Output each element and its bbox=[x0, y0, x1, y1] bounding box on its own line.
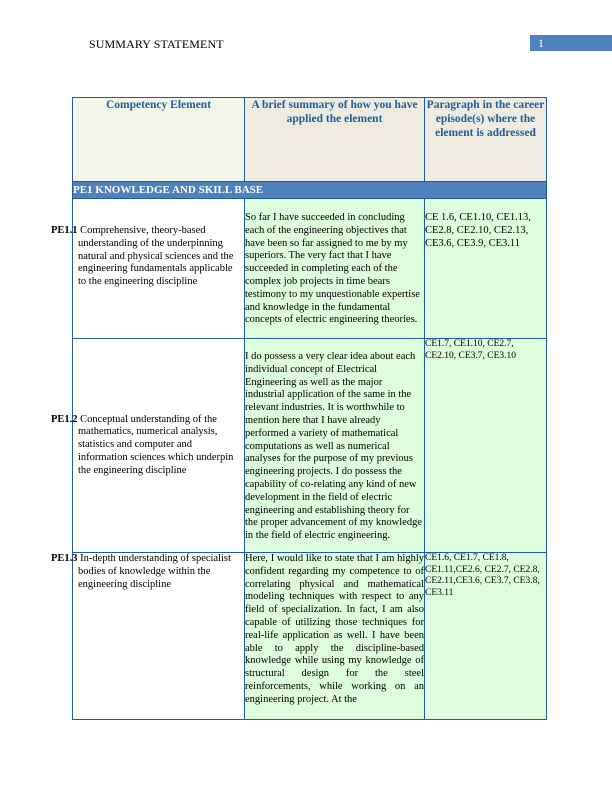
competency-cell bbox=[51, 553, 245, 720]
summary-text: Here, I would like to state that I am highly confident regarding my competence to of correlating physical and mathematical modeling techniques with respect to any field of specialization. In fact, I am also capable of utilizing those techniques for real-life application as well. I have been able to apply the discipline-based knowledge while using my knowledge of structural design for the steel reinforcements, while working on an engineering project. At the bbox=[245, 553, 424, 705]
competency-code: PE1.2 bbox=[51, 413, 81, 425]
paragraph-cell bbox=[425, 339, 547, 553]
competency-cell bbox=[51, 339, 245, 553]
paragraph-refs: CE 1.6, CE1.10, CE1.13, CE2.8, CE2.10, CE2.13, CE3.6, CE3.9, CE3.11 bbox=[425, 212, 531, 249]
section-row bbox=[73, 182, 547, 199]
competency-cell bbox=[51, 199, 245, 339]
competency-text: Conceptual understanding of the mathematics, numerical analysis, statistics and computer and information sciences which underpin the engineering discipline bbox=[78, 413, 234, 476]
header-competency: Competency Element bbox=[73, 98, 245, 182]
competency-table bbox=[51, 97, 547, 720]
header-title: SUMMARY STATEMENT bbox=[89, 37, 224, 51]
table-row bbox=[73, 553, 547, 720]
page-number: 1 bbox=[530, 35, 612, 51]
competency-code: PE1.3 bbox=[51, 553, 81, 564]
competency-text: Comprehensive, theory-based understanding of the underpinning natural and physical sciences and the engineering fundamentals applicable to the engineering discipline bbox=[78, 225, 234, 288]
competency-code: PE1.1 bbox=[51, 225, 81, 236]
paragraph-cell bbox=[425, 553, 547, 720]
paragraph-refs: CE1.7, CE1.10, CE2.7, CE2.10, CE3.7, CE3.10 bbox=[425, 339, 517, 361]
section-title: PE1 KNOWLEDGE AND SKILL BASE bbox=[73, 182, 547, 199]
paragraph-cell bbox=[425, 199, 547, 339]
table-row bbox=[73, 339, 547, 553]
summary-text: I do possess a very clear idea about each individual concept of Electrical Engineering as well as the major industrial application of the same in the relevant industries. It is worthwhile to mention here that I have already performed a variety of mathematical computations as well as numerical analyses for the purpose of my previous engineering projects. I do possess the capability of co-relating any kind of new development in the field of electric engineering and establishing theory for the proper advancement of my knowledge in the field of electric engineering. bbox=[245, 351, 422, 542]
summary-text: So far I have succeeded in concluding each of the engineering objectives that have been so far assigned to me by my superiors. The very fact that I have succeeded in completing each of the complex job projects in time bears testimony to my unquestionable expertise and knowledge in the fundamental concepts of electric engineering theories. bbox=[245, 212, 420, 326]
competency-text: In-depth understanding of specialist bodies of knowledge within the engineering discipline bbox=[78, 553, 231, 590]
header-paragraph: Paragraph in the career episode(s) where the element is addressed bbox=[425, 98, 547, 182]
table-row bbox=[73, 199, 547, 339]
header-summary: A brief summary of how you have applied the element bbox=[245, 98, 425, 182]
table-header-row bbox=[73, 98, 547, 182]
summary-cell bbox=[245, 553, 425, 720]
summary-cell bbox=[245, 199, 425, 339]
summary-cell bbox=[245, 339, 425, 553]
paragraph-refs: CE1.6, CE1.7, CE1.8, CE1.11,CE2.6, CE2.7, CE2.8, CE2.11,CE3.6, CE3.7, CE3.8, CE3.11 bbox=[425, 553, 540, 598]
